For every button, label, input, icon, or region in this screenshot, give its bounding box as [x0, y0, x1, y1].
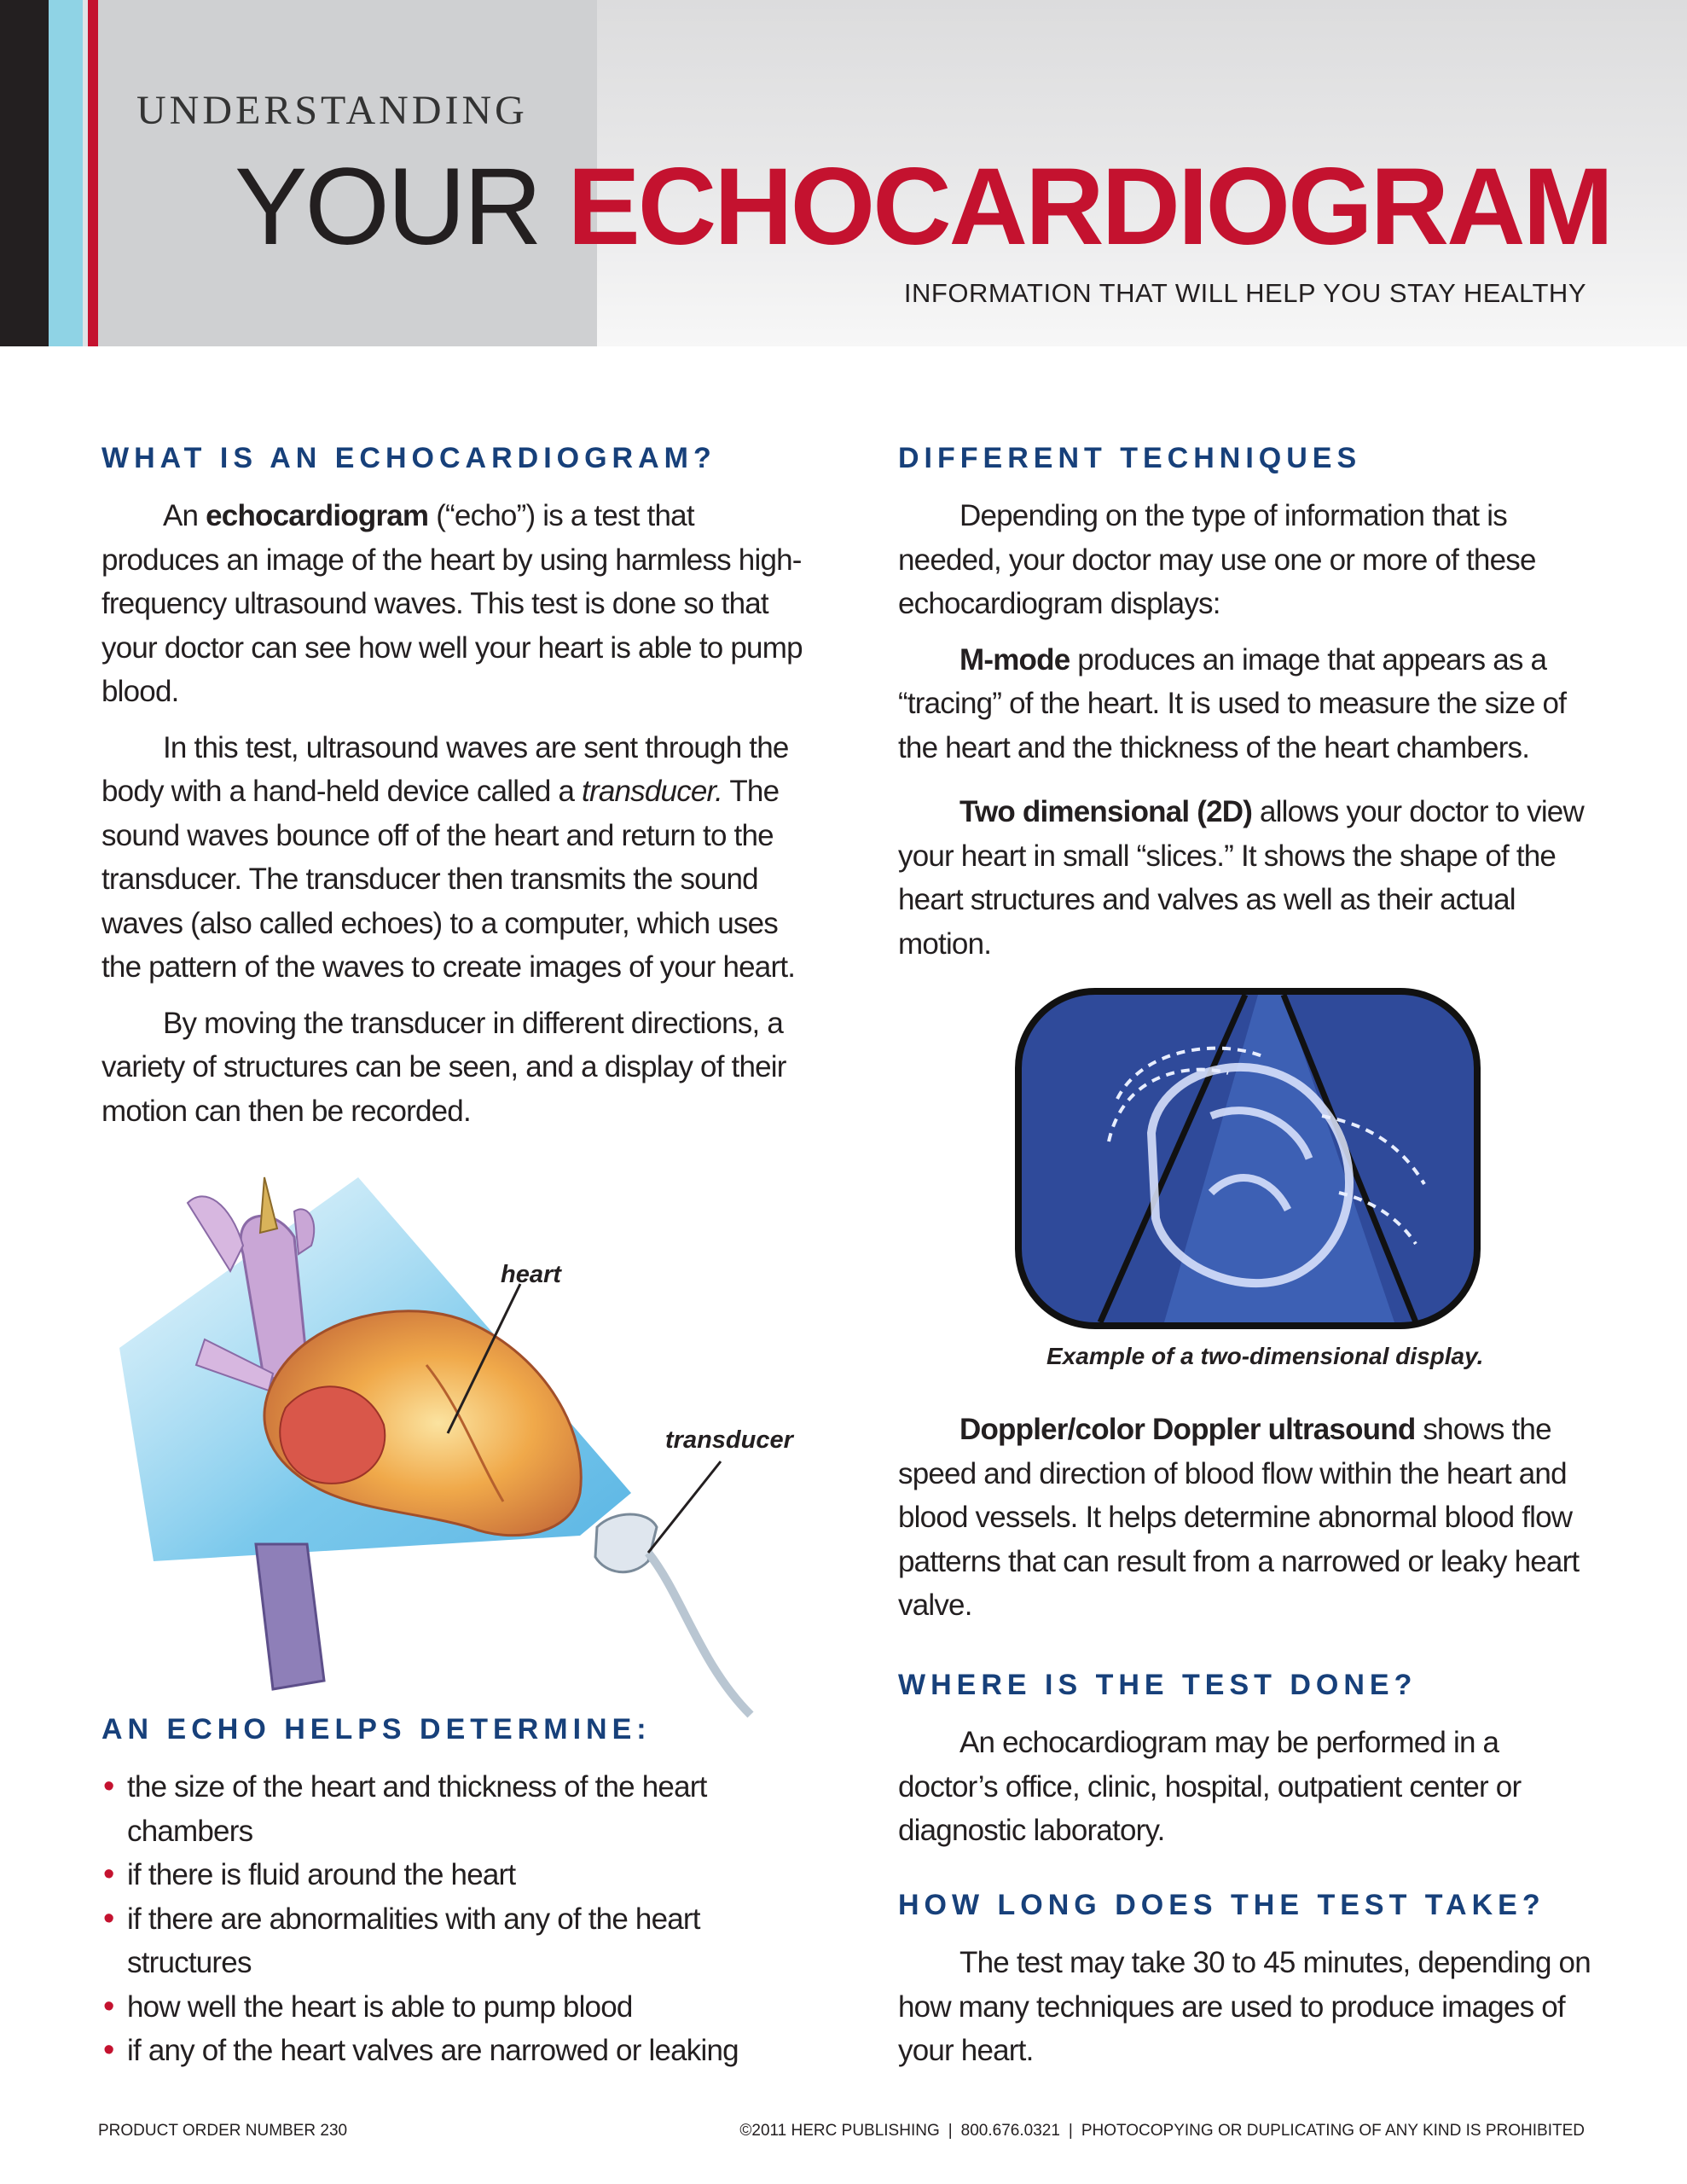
label-heart: heart	[501, 1261, 561, 1288]
technique-2d: Two dimensional (2D) allows your doctor to view your heart in small “slices.” It shows the shape of the heart structures and valves as well as their actual motion.	[898, 795, 1584, 961]
display-caption: Example of a two-dimensional display.	[1046, 1343, 1484, 1369]
header-kicker: UNDERSTANDING	[136, 88, 528, 133]
section-what-is	[101, 442, 809, 1133]
header-stripe-blue	[49, 0, 83, 346]
section-helps-determine	[101, 1713, 809, 2073]
list-item: • how well the heart is able to pump blood	[103, 1988, 633, 2024]
techniques-intro: Depending on the type of information that is needed, your doctor may use one or more of these echocardiogram displays:	[898, 499, 1536, 620]
footer-phone: 800.676.0321	[960, 2122, 1060, 2140]
list-item: • the size of the heart and thickness of the heart chambers	[103, 1769, 707, 1848]
heading-where: WHERE IS THE TEST DONE?	[898, 1669, 1417, 1701]
section-how-long	[898, 1889, 1597, 2073]
header-stripe-black	[0, 0, 49, 346]
header-stripe-red	[88, 0, 98, 346]
list-item: • if there are abnormalities with any of the heart structures	[103, 1900, 700, 1979]
footer-copyright: ©2011 HERC PUBLISHING | 800.676.0321 | PHOTOCOPYING OR DUPLICATING OF ANY KIND IS PROHIBITED	[739, 2122, 1585, 2140]
heading-how-long: HOW LONG DOES THE TEST TAKE?	[898, 1889, 1545, 1921]
heading-techniques: DIFFERENT TECHNIQUES	[898, 442, 1362, 474]
page-title	[235, 143, 1611, 271]
transducer-probe	[595, 1514, 657, 1572]
heading-helps-determine: AN ECHO HELPS DETERMINE:	[101, 1713, 652, 1745]
heading-what-is: WHAT IS AN ECHOCARDIOGRAM?	[101, 442, 716, 474]
footer-product-number: PRODUCT ORDER NUMBER 230	[98, 2122, 348, 2140]
section-doppler	[898, 1408, 1597, 1628]
helps-list	[101, 1765, 809, 2073]
what-is-paragraph-2: In this test, ultrasound waves are sent through the body with a hand-held device called a transducer. The sound waves bounce off of the heart and return to the transducer. The transducer then transmits the sound waves (also called echoes) to a computer, which uses the pattern of the waves to create images of your heart.	[101, 730, 796, 984]
page-title-your: YOUR	[235, 146, 540, 268]
two-dimensional-display-example	[1015, 988, 1481, 1329]
page-title-echocardiogram: ECHOCARDIOGRAM	[567, 146, 1612, 268]
where-paragraph: An echocardiogram may be performed in a doctor’s office, clinic, hospital, outpatient center or diagnostic laboratory.	[898, 1726, 1522, 1847]
how-long-paragraph: The test may take 30 to 45 minutes, depending on how many techniques are used to produce images of your heart.	[898, 1946, 1591, 2067]
label-transducer: transducer	[665, 1426, 793, 1454]
header-tagline: INFORMATION THAT WILL HELP YOU STAY HEALTHY	[903, 278, 1586, 308]
technique-doppler: Doppler/color Doppler ultrasound shows the speed and direction of blood flow within the heart and blood vessels. It helps determine abnormal blood flow patterns that can result from a narrowed or leaky heart valve.	[898, 1413, 1580, 1622]
footer-notice: PHOTOCOPYING OR DUPLICATING OF ANY KIND IS PROHIBITED	[1081, 2122, 1585, 2140]
transducer-cable	[648, 1553, 751, 1715]
list-item: • if there is fluid around the heart	[103, 1856, 516, 1892]
vena-cava	[256, 1544, 324, 1689]
list-item: • if any of the heart valves are narrowed or leaking	[103, 2032, 739, 2068]
header-banner	[0, 0, 1687, 346]
what-is-paragraph-3: By moving the transducer in different directions, a variety of structures can be seen, and a display of their motion can then be recorded.	[101, 1006, 786, 1128]
technique-mmode: M-mode produces an image that appears as a “tracing” of the heart. It is used to measure the size of the heart and the thickness of the heart chambers.	[898, 642, 1567, 764]
section-techniques	[898, 442, 1597, 966]
footer-copyright-text: ©2011 HERC PUBLISHING	[739, 2122, 940, 2140]
what-is-paragraph-1: An echocardiogram (“echo”) is a test that produces an image of the heart by using harmless high-frequency ultrasound waves. This test is done so that your doctor can see how well your heart is able to pump blood.	[101, 499, 803, 708]
section-where	[898, 1669, 1597, 1853]
